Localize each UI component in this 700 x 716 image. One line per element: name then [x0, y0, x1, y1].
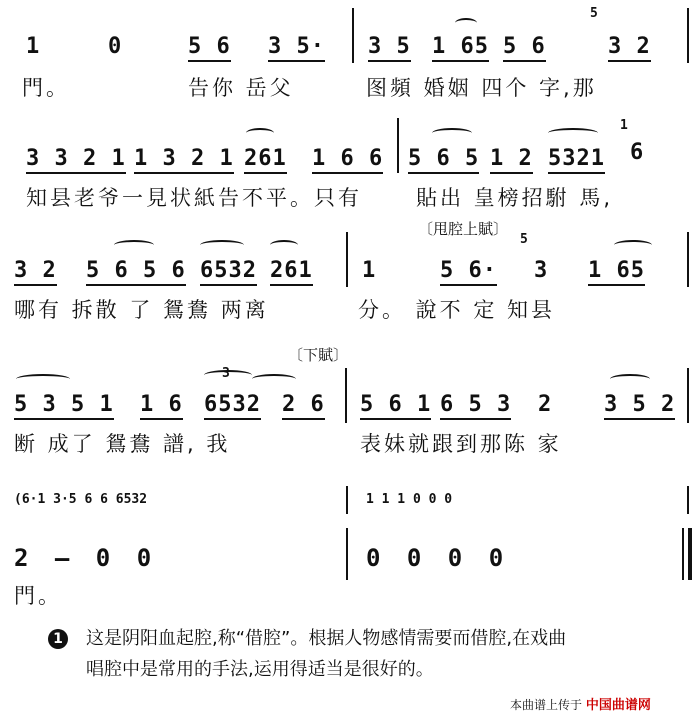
watermark-site: 中国曲谱网	[585, 698, 651, 713]
note-group: 3 3 2 1	[26, 146, 126, 174]
watermark	[510, 694, 651, 713]
note-group: 2	[538, 392, 553, 417]
triplet-mark: 3	[222, 366, 230, 381]
instrumental-notes: (6·1 3·5 6 6 6532	[14, 492, 148, 507]
slur	[246, 128, 274, 138]
lyric-line: 断 成了 鴛鴦 譜, 我	[14, 432, 231, 456]
note-group: 2 – 0 0	[14, 544, 158, 572]
note-group: 2 6	[282, 392, 325, 420]
instrumental-notes: 1 1 1 0 0 0	[366, 492, 453, 507]
note-group: 3	[534, 258, 549, 283]
lyric-line: 图頻 婚姻 四个 字,那	[366, 76, 597, 100]
note-group: 6532	[204, 392, 261, 420]
lyric-line: 表妹就跟到那陈 家	[360, 432, 562, 456]
footnote-marker: 1	[48, 629, 68, 649]
slur	[200, 240, 244, 250]
barline	[346, 528, 348, 580]
note-group: 5 6·	[440, 258, 497, 286]
note-group: 261	[270, 258, 313, 286]
note-group: 1	[26, 34, 41, 59]
slur	[270, 240, 298, 250]
note-group: 1 65	[588, 258, 645, 286]
note-group: 6	[630, 140, 645, 165]
note-group: 5321	[548, 146, 605, 174]
note-group: 5 6	[503, 34, 546, 62]
slur	[432, 128, 472, 138]
grace-note: 5	[590, 6, 598, 21]
watermark-prefix: 本曲谱上传于	[510, 698, 583, 712]
slur	[16, 374, 70, 384]
barline	[687, 8, 689, 63]
note-group: 6 5 3	[440, 392, 511, 420]
slur	[548, 128, 598, 138]
grace-note: 5	[520, 232, 528, 247]
barline	[397, 118, 399, 173]
note-group: 5 6 1	[360, 392, 431, 420]
section-marker: 〔下賦〕	[288, 346, 349, 364]
note-group: 1 6	[140, 392, 183, 420]
lyric-line: 貼出 皇榜招駙 馬,	[416, 186, 614, 210]
lyric-line: 哪有 拆散 了 鴛鴦 两离	[14, 298, 269, 322]
note-group: 3 5·	[268, 34, 325, 62]
slur	[614, 240, 652, 250]
footnote-line: 唱腔中是常用的手法,运用得适当是很好的。	[86, 659, 434, 680]
final-barline	[688, 528, 692, 580]
note-group: 261	[244, 146, 287, 174]
note-group: 0 0 0 0	[366, 544, 510, 572]
grace-note: 1	[620, 118, 628, 133]
lyric-line: 知县老爷一見状紙告不平。只有	[26, 186, 362, 210]
note-group: 1 2	[490, 146, 533, 174]
footnote-line: 这是阴阳血起腔,称“借腔”。根据人物感情需要而借腔,在戏曲	[86, 628, 567, 649]
note-group: 0	[108, 34, 123, 59]
barline	[687, 232, 689, 287]
note-group: 5 3 5 1	[14, 392, 114, 420]
note-group: 5 6	[188, 34, 231, 62]
slur	[455, 18, 477, 28]
barline	[687, 486, 689, 514]
barline	[687, 368, 689, 423]
slur	[114, 240, 154, 250]
slur	[610, 374, 650, 384]
lyric-line: 告你 岳父	[188, 76, 294, 100]
note-group: 1	[362, 258, 377, 283]
note-group: 3 2	[14, 258, 57, 286]
note-group: 1 6 6	[312, 146, 383, 174]
note-group: 6532	[200, 258, 257, 286]
slur	[252, 374, 296, 384]
note-group: 5 6 5 6	[86, 258, 186, 286]
barline	[345, 368, 347, 423]
section-marker: 〔甩腔上賦〕	[418, 220, 509, 238]
note-group: 1 3 2 1	[134, 146, 234, 174]
lyric-line: 門。	[14, 584, 62, 608]
note-group: 3 2	[608, 34, 651, 62]
barline	[352, 8, 354, 63]
barline	[346, 232, 348, 287]
lyric-line: 門。	[22, 76, 70, 100]
lyric-line: 分。 說不 定 知县	[358, 298, 556, 322]
barline	[346, 486, 348, 514]
note-group: 5 6 5	[408, 146, 479, 174]
note-group: 1 65	[432, 34, 489, 62]
note-group: 3 5 2	[604, 392, 675, 420]
note-group: 3 5	[368, 34, 411, 62]
barline	[682, 528, 684, 580]
